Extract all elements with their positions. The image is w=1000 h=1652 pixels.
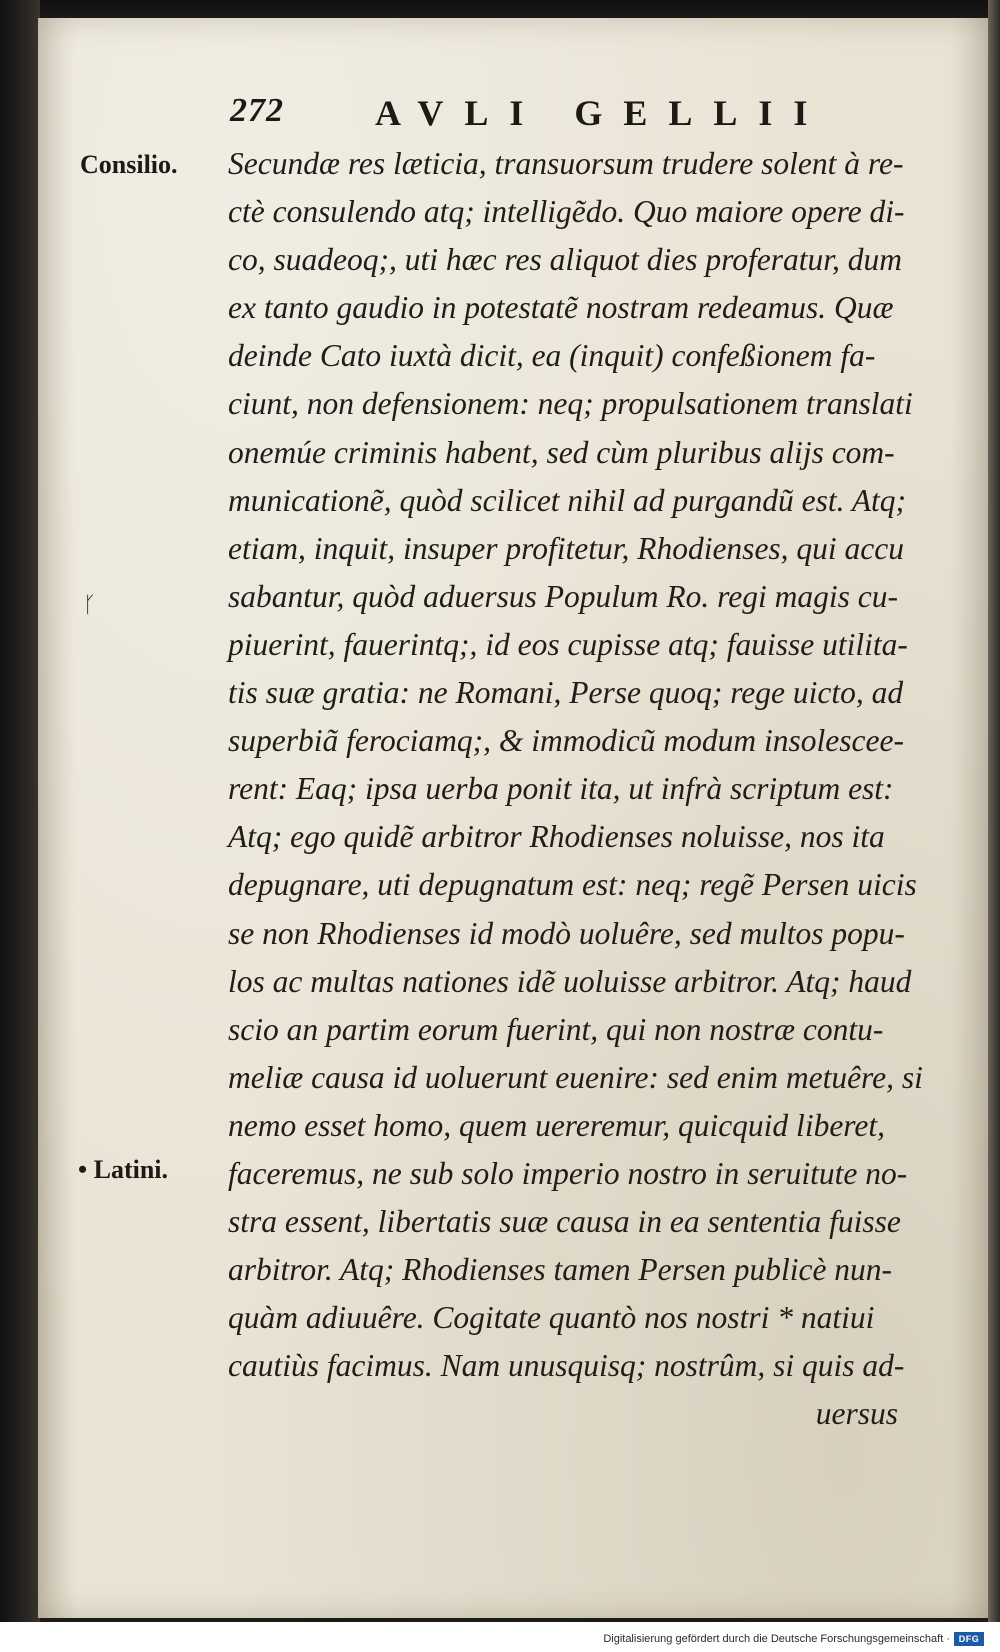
running-head [230,92,850,132]
credit-text: Digitalisierung gefördert durch die Deutsche Forschungsgemeinschaft · [603,1633,950,1645]
book-spine-edge [0,0,40,1652]
text-line: los ac multas nationes idẽ uoluisse arbitror. Atq; haud [228,963,912,999]
margin-note-latini: • Latini. [78,1155,169,1184]
running-title: AVLI GELLII [375,93,829,133]
dfg-logo-icon[interactable]: DFG [954,1632,984,1646]
text-line: ex tanto gaudio in potestatẽ nostram redeamus. Quæ [228,290,894,326]
catchword: uersus [815,1396,898,1432]
text-line: stra essent, libertatis suæ causa in ea sententia fuisse [228,1204,901,1240]
margin-ink-mark: ᚴ [83,592,97,617]
text-line: deinde Cato iuxtà dicit, ea (inquit) confeßionem fa- [228,338,876,374]
text-line: faceremus, ne sub solo imperio nostro in seruitute no- [228,1155,908,1191]
text-line: etiam, inquit, insuper profitetur, Rhodienses, qui accu [228,530,905,566]
text-line: arbitror. Atq; Rhodienses tamen Persen publicè nun- [228,1252,893,1288]
text-line: municationẽ, quòd scilicet nihil ad purgandũ est. Atq; [228,482,907,518]
text-line: rent: Eaq; ipsa uerba ponit ita, ut infrà scriptum est: [228,771,894,807]
text-line: ciunt, non defensionem: neq; propulsationem translati [228,386,913,422]
text-line: meliæ causa id uoluerunt euenire: sed enim metuêre, si [228,1059,923,1095]
text-line: se non Rhodienses id modò uoluêre, sed multos popu- [228,915,905,951]
page-right-edge [988,0,1000,1640]
text-line: piuerint, fauerintq;, id eos cupisse atq; fauisse utilita- [228,626,908,662]
text-line: nemo esset homo, quem uereremur, quicquid liberet, [228,1107,885,1143]
text-line: scio an partim eorum fuerint, qui non nostræ contu- [228,1011,884,1047]
text-line: ctè consulendo atq; intelligẽdo. Quo maiore opere di- [228,194,905,230]
text-line: quàm adiuuêre. Cogitate quantò nos nostri * natiui [228,1300,875,1336]
text-line: depugnare, uti depugnatum est: neq; regẽ Persen uicis [228,867,917,903]
text-line: Atq; ego quidẽ arbitror Rhodienses noluisse, nos ita [228,819,885,855]
digitization-credit [599,1628,988,1650]
page-number: 272 [230,92,284,129]
margin-note-consilio: Consilio. [80,150,178,179]
text-line: cautiùs facimus. Nam unusquisq; nostrûm, si quis ad- [228,1348,905,1384]
text-line: Secundæ res læticia, transuorsum trudere solent à re- [228,146,904,181]
text-line: superbiã ferociamq;, & immodicũ modum insolescee- [228,723,904,759]
text-line: sabantur, quòd aduersus Populum Ro. regi magis cu- [228,578,898,614]
text-line: onemúe criminis habent, sed cùm pluribus alijs com- [228,434,895,470]
text-line: co, suadeoq;, uti hæc res aliquot dies proferatur, dum [228,242,903,278]
body-text [228,140,923,1439]
text-line: tis suæ gratia: ne Romani, Perse quoq; rege uicto, ad [228,675,904,711]
